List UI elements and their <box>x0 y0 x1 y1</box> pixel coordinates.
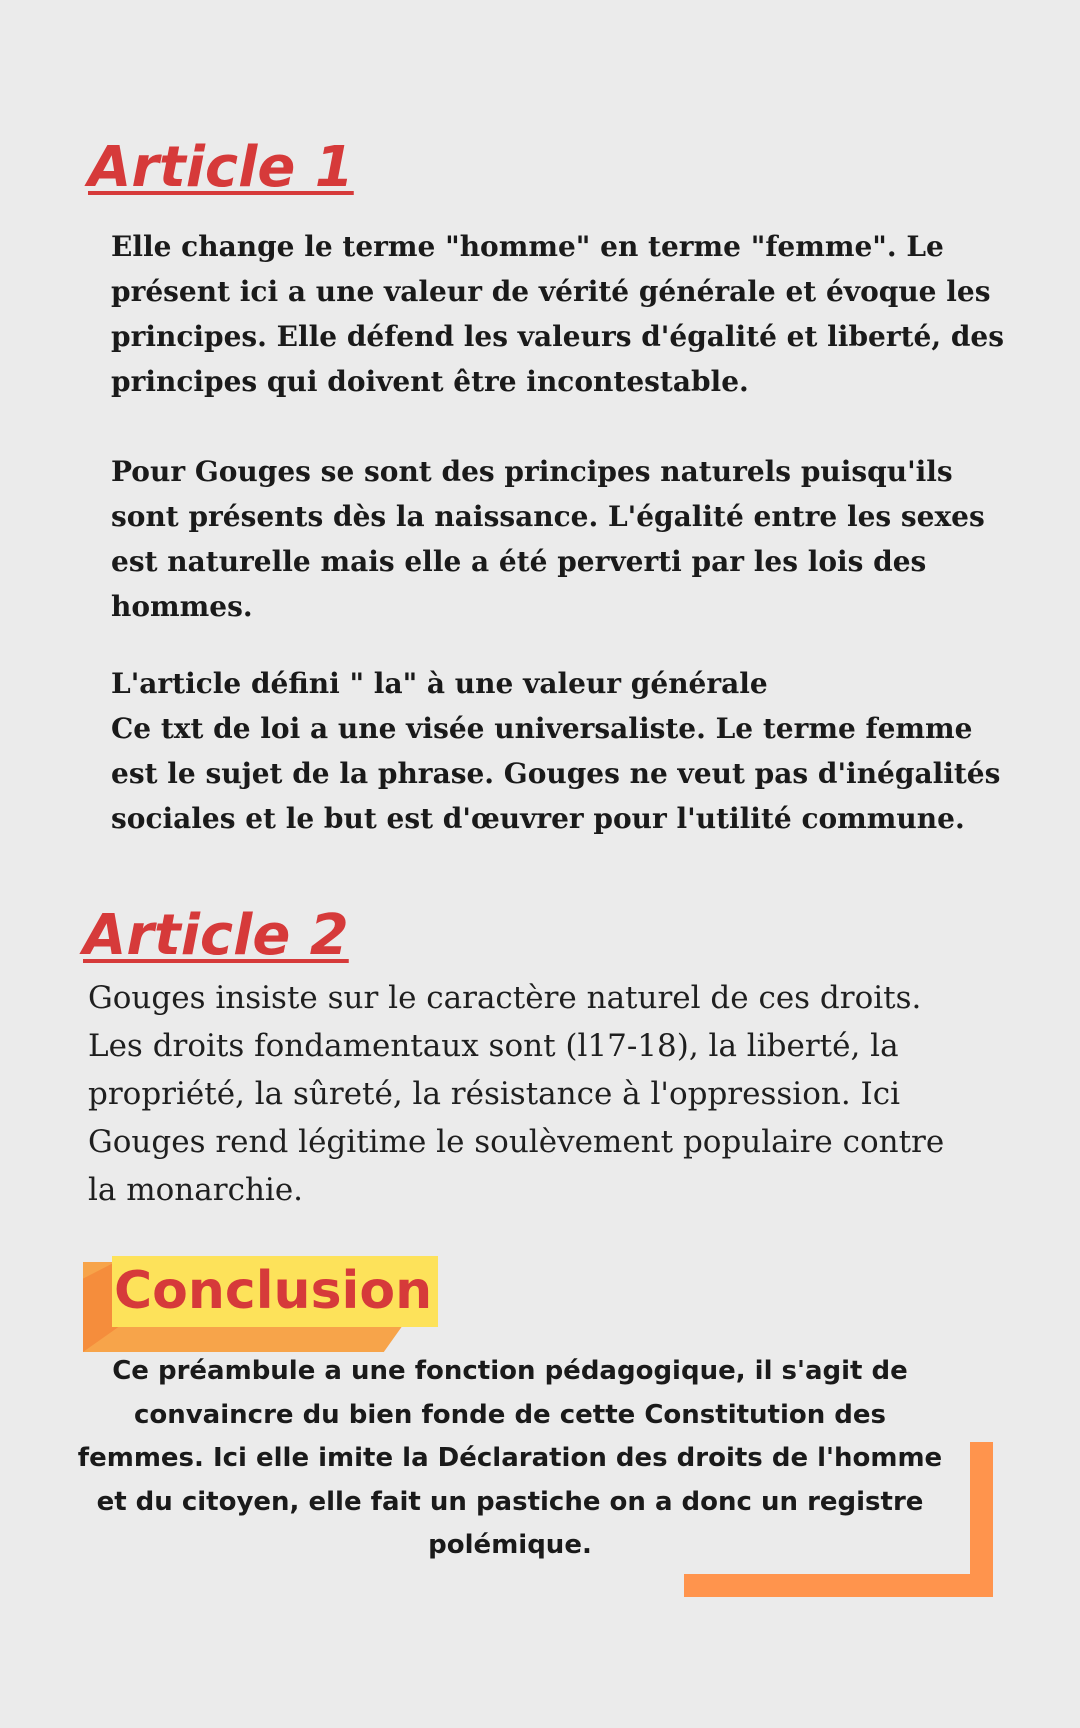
corner-bracket-horizontal <box>684 1574 993 1597</box>
text-line: L'article défini " la" à une valeur générale <box>111 667 768 700</box>
article-1-paragraph-2 <box>111 449 991 629</box>
text-line: principes qui doivent être incontestable. <box>111 365 749 398</box>
text-line: Pour Gouges se sont des principes naturels puisqu'ils <box>111 455 953 488</box>
article-1-paragraph-3 <box>111 661 1001 841</box>
text-line: principes. Elle défend les valeurs d'égalité et liberté, des <box>111 320 1004 353</box>
conclusion-title: Conclusion <box>114 1261 433 1321</box>
text-line: sociales et le but est d'œuvrer pour l'utilité commune. <box>111 802 965 835</box>
text-line: hommes. <box>111 590 253 623</box>
text-line: sont présents dès la naissance. L'égalité entre les sexes <box>111 500 985 533</box>
article-2-paragraph <box>88 974 1008 1214</box>
text-line: femmes. Ici elle imite la Déclaration des droits de l'homme <box>77 1443 943 1473</box>
text-line: Les droits fondamentaux sont (l17-18), la liberté, la <box>88 1028 899 1064</box>
article-1-title: Article 1 <box>88 135 354 200</box>
text-line: propriété, la sûreté, la résistance à l'oppression. Ici <box>88 1076 901 1112</box>
text-line: Ce txt de loi a une visée universaliste. Le terme femme <box>111 712 973 745</box>
text-line: Elle change le terme "homme" en terme "femme". Le <box>111 230 944 263</box>
text-line: est le sujet de la phrase. Gouges ne veut pas d'inégalités <box>111 757 1001 790</box>
text-line: convaincre du bien fonde de cette Constitution des <box>133 1399 887 1430</box>
text-line: la monarchie. <box>88 1172 304 1208</box>
article-1-paragraph-1 <box>111 224 1004 404</box>
article-2-title: Article 2 <box>83 903 349 968</box>
text-line: Gouges insiste sur le caractère naturel de ces droits. <box>88 980 922 1016</box>
conclusion-paragraph <box>60 1350 960 1568</box>
text-line: Gouges rend légitime le soulèvement populaire contre <box>88 1124 945 1160</box>
text-line: présent ici a une valeur de vérité générale et évoque les <box>111 275 991 308</box>
text-line: et du citoyen, elle fait un pastiche on a donc un registre <box>96 1486 924 1517</box>
text-line: polémique. <box>428 1530 592 1560</box>
text-line: est naturelle mais elle a été perverti par les lois des <box>111 545 927 578</box>
text-line: Ce préambule a une fonction pédagogique, il s'agit de <box>112 1356 908 1386</box>
